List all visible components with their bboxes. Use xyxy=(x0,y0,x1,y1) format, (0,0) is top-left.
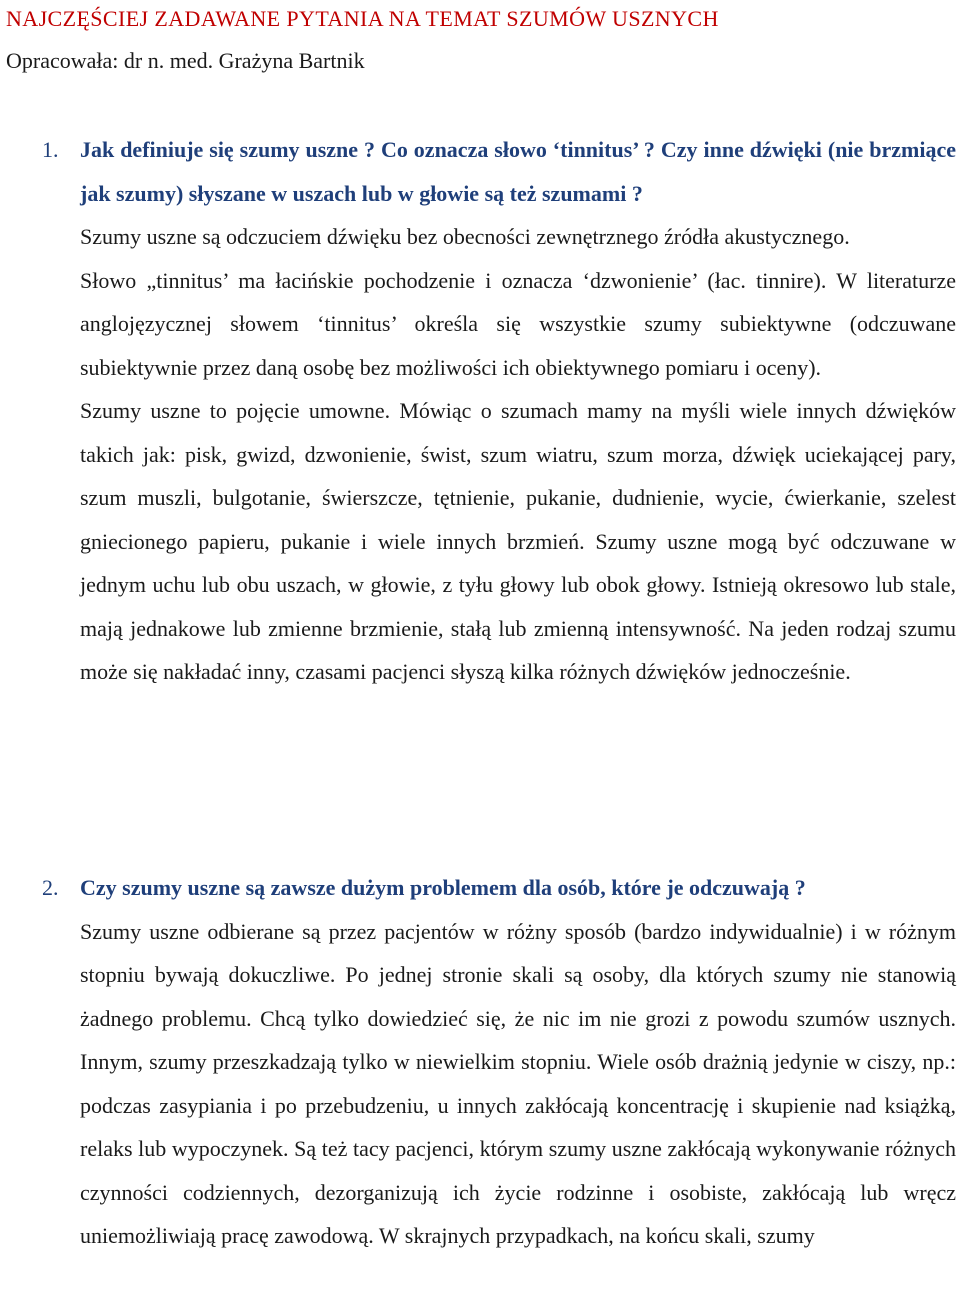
answer-paragraph: Szumy uszne odbierane są przez pacjentów w różny sposób (bardzo indywidualnie) i w różnym stopniu bywają dokuczliwe. Po jednej stronie skali są osoby, dla których szumy nie stanowią żadnego problemu. Chcą tylko dowiedzieć się, że nic im nie grozi z powodu szumów usznych. Innym, szumy przeszkadzają tylko w niewielkim stopniu. Wiele osób drażnią jedynie w ciszy, np.: podczas zasypiania i po przebudzeniu, u innych zakłócają koncentrację i skupienie nad książką, relaks lub wypoczynek. Są też tacy pacjenci, którym szumy uszne zakłócają wykonywanie różnych czynności codziennych, dezorganizują ich życie rodzinne i osobiste, zakłócają lub wręcz uniemożliwiają pracę zawodową. W skrajnych przypadkach, na końcu skali, szumy xyxy=(80,918,956,1248)
question-body xyxy=(80,866,956,1258)
question-number: 1. xyxy=(42,137,59,162)
document-title: NAJCZĘŚCIEJ ZADAWANE PYTANIA NA TEMAT SZUMÓW USZNYCH xyxy=(6,6,719,31)
document-author: Opracowała: dr n. med. Grażyna Bartnik xyxy=(6,48,365,73)
answer-paragraph: Szumy uszne to pojęcie umowne. Mówiąc o szumach mamy na myśli wiele innych dźwięków takich jak: pisk, gwizd, dzwonienie, świst, szum wiatru, szum morza, dźwięk uciekającej pary, szum muszli, bulgotanie, świerszcze, tętnienie, pukanie, dudnienie, wycie, ćwierkanie, szelest gniecionego papieru, pukanie i wiele innych brzmień. Szumy uszne mogą być odczuwane w jednym uchu lub obu uszach, w głowie, z tyłu głowy lub obok głowy. Istnieją okresowo lub stale, mają jednakowe lub zmienne brzmienie, stałą lub zmienną intensywność. Na jeden rodzaj szumu może się nakładać inny, czasami pacjenci słyszą kilka różnych dźwięków jednocześnie. xyxy=(80,398,956,684)
question-body xyxy=(80,128,956,694)
answer-paragraph: Szumy uszne są odczuciem dźwięku bez obecności zewnętrznego źródła akustycznego. xyxy=(80,224,850,249)
question-title: Jak definiuje się szumy uszne ? Co oznacza słowo ‘tinnitus’ ? Czy inne dźwięki (nie brzmiące jak szumy) słyszane w uszach lub w głowie są też szumami ? xyxy=(80,137,956,206)
question-number: 2. xyxy=(42,875,59,900)
answer-paragraph: Słowo „tinnitus’ ma łacińskie pochodzenie i oznacza ‘dzwonienie’ (łac. tinnire). W literaturze anglojęzycznej słowem ‘tinnitus’ określa się wszystkie szumy subiektywne (odczuwane subiektywnie przez daną osobę bez możliwości ich obiektywnego pomiaru i oceny). xyxy=(80,267,956,380)
question-title: Czy szumy uszne są zawsze dużym problemem dla osób, które je odczuwają ? xyxy=(80,875,806,900)
